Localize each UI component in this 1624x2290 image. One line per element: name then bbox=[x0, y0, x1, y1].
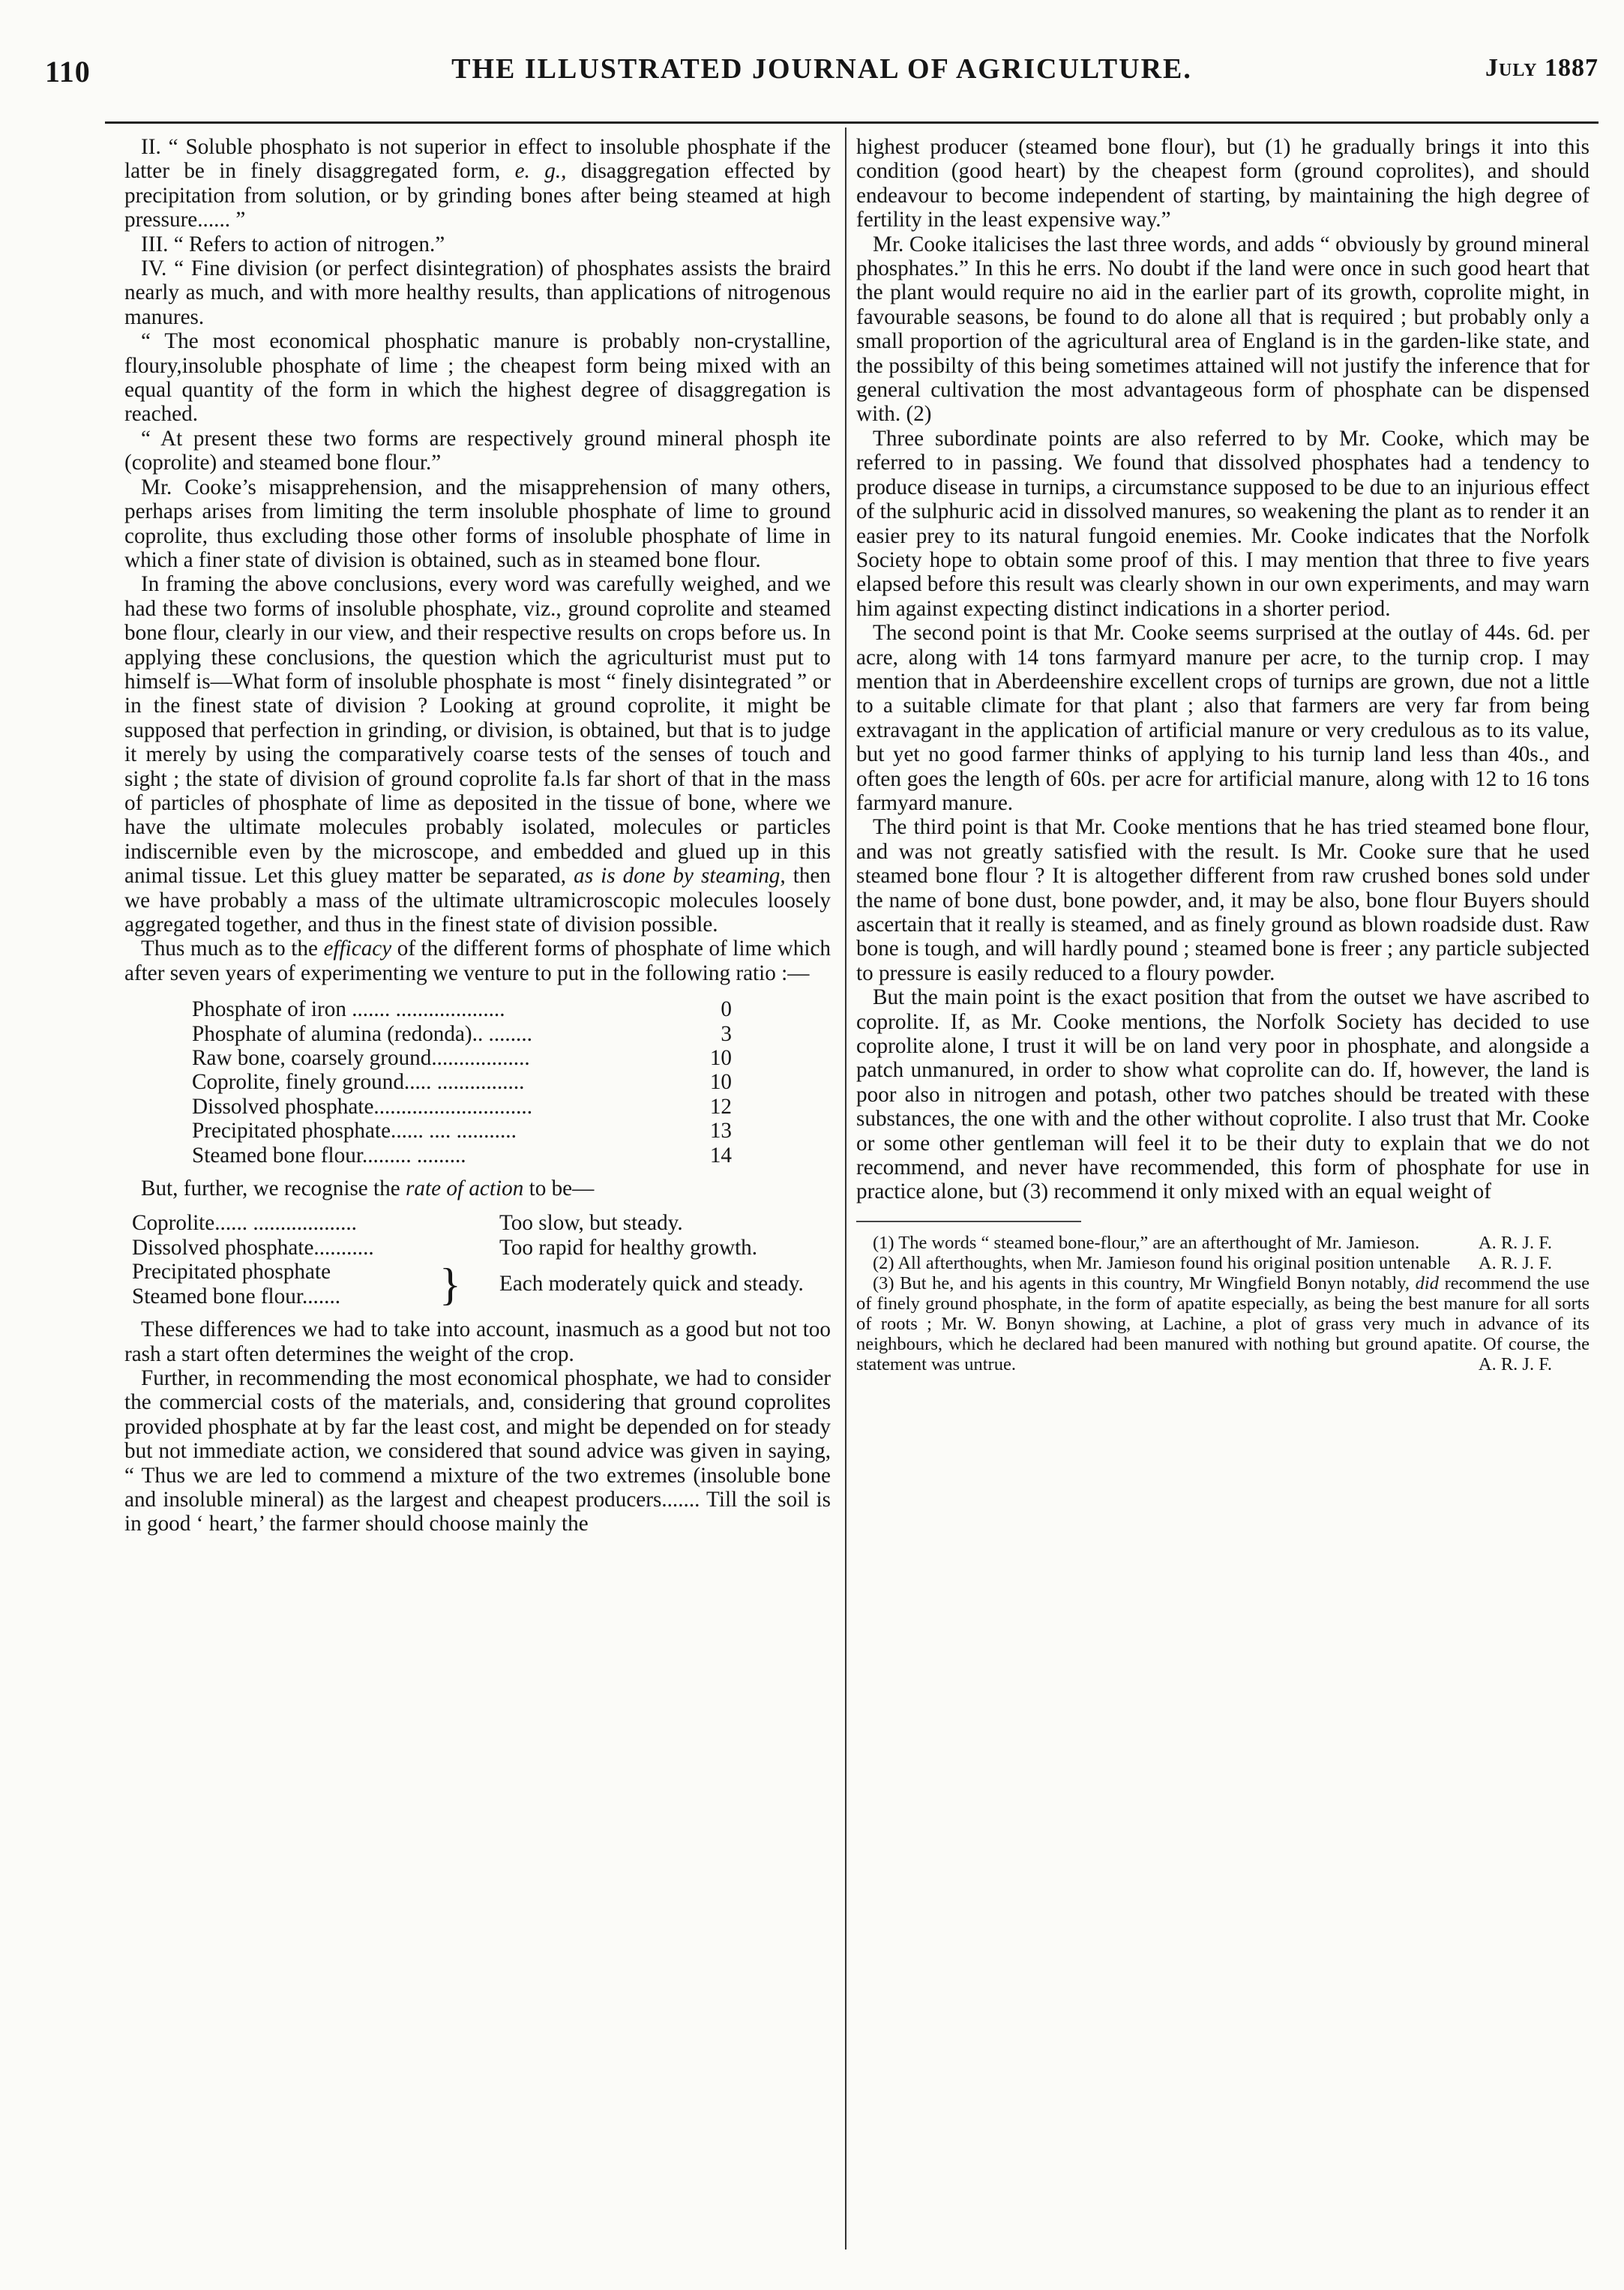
footnote: (3) But he, and his agents in this country, Mr Wingfield Bonyn notably, did recommend the use of finely ground phosphate, in the form of apatite especially, as being the best manure for all sorts of roots ; Mr. W. Bonyn showing, at Lachine, a plot of grass very much in advance of its neighbours, which he declared had been manured with nothing but ground apatite. Of course, the statement was untrue. A. R. J. F. bbox=[856, 1272, 1590, 1374]
issue-date: July 1887 bbox=[1485, 54, 1599, 82]
paragraph: II. “ Soluble phosphato is not superior in effect to insoluble phosphate if the latter be in finely disaggregated form, e. g., disaggregation effected by precipitation from solution, or by grinding bones after being steamed at high pressure...... ” bbox=[124, 135, 831, 232]
paragraph: Mr. Cooke’s misapprehension, and the misapprehension of many others, perhaps arises from limiting the term insoluble phosphate of lime to ground coprolite, thus excluding those other forms of insoluble phosphate of lime in which a finer state of division is obtained, such as in steamed bone flour. bbox=[124, 475, 831, 572]
table-row: Coprolite, finely ground..... ................ 10 bbox=[192, 1070, 732, 1095]
paragraph: But the main point is the exact position that from the outset we have ascribed to coprolite. If, as Mr. Cooke mentions, the Norfolk Society has decided to use coprolite alone, I trust it will be on land very poor in phosphate, and alongside a patch unmanured, in order to show what coprolite can do. If, however, the land is poor also in nitrogen and potash, other two patches should be treated with these substances, the one with and the other without coprolite. I also trust that Mr. Cooke or some other gentleman will feel it to be their duty to explain that we do not recommend, and never have recommended, this form of phosphate for use in practice alone, but (3) recommend it only mixed with an equal weight of bbox=[856, 985, 1590, 1204]
footnote: (1) The words “ steamed bone-flour,” are an afterthought of Mr. Jamieson. A. R. J. F. bbox=[873, 1232, 1552, 1253]
left-column bbox=[124, 135, 831, 1536]
paragraph: In framing the above conclusions, every word was carefully weighed, and we had these two forms of insoluble phosphate, viz., ground coprolite and steamed bone flour, clearly in our view, and their respective results on crops before us. In applying these conclusions, the question which the agriculturist must put to himself is—What form of insoluble phosphate is most “ finely disintegrated ” or in the finest state of division ? Looking at ground coprolite, it might be supposed that perfection in grinding, or division, is obtained, but that is to judge it merely by using the comparatively coarse tests of the senses of touch and sight ; the state of division of ground coprolite fa.ls far short of that in the mass of particles of phosphate of lime as deposited in the tissue of bone, where we have the ultimate molecules probably isolated, molecules or particles indiscernible even by the microscope, and embedded and glued up in this animal tissue. Let this gluey matter be separated, as is done by steaming, then we have probably a mass of the ultimate ultramicroscopic molecules loosely aggregated together, and thus in the finest state of division possible. bbox=[124, 572, 831, 937]
table-row: Steamed bone flour......... ......... 14 bbox=[192, 1143, 732, 1167]
footnotes bbox=[856, 1233, 1590, 1374]
right-column bbox=[856, 135, 1590, 1374]
paragraph: Further, in recommending the most economical phosphate, we had to consider the commercial costs of the materials, and, considering that ground coprolites provided phosphate at by far the least cost, and might be depended on for steady but not immediate action, we considered that sound advice was given in saying, “ Thus we are led to commend a mixture of the two extremes (insoluble bone and insoluble mineral) as the largest and cheapest producers....... Till the soil is in good ‘ heart,’ the farmer should choose mainly the bbox=[124, 1365, 831, 1536]
paragraph: Mr. Cooke italicises the last three words, and adds “ obviously by ground mineral phosphates.” In this he errs. No doubt if the land were once in such good heart that the plant would require no aid in the earlier part of its growth, coprolite might, in favourable seasons, be found to do alone all that is required ; but probably only a small proportion of the agricultural area of England is in the garden-like state, and the possibilty of this being sometimes attained will not justify the inference that for general cultivation the most advantageous form of phosphate can be dispensed with. (2) bbox=[856, 232, 1590, 427]
journal-title: THE ILLUSTRATED JOURNAL OF AGRICULTURE. bbox=[451, 53, 1192, 85]
footnote-signature: A. R. J. F. bbox=[1478, 1353, 1552, 1374]
paragraph: “ The most economical phosphatic manure is probably non-crystalline, floury,insoluble phosphate of lime ; the cheapest form being mixed with an equal quantity of the form in which the highest degree of disaggregation is reached. bbox=[124, 329, 831, 427]
running-header bbox=[45, 43, 1599, 96]
paragraph: IV. “ Fine division (or perfect disintegration) of phosphates assists the braird nearly as much, and with more healthy results, than applications of nitrogenous manures. bbox=[124, 256, 831, 329]
footnote: (2) All afterthoughts, when Mr. Jamieson found his original position untenable A. R. J. F. bbox=[873, 1252, 1552, 1273]
footnote-signature: A. R. J. F. bbox=[1478, 1252, 1552, 1273]
table-row: Raw bone, coarsely ground.................. 10 bbox=[192, 1046, 732, 1071]
paragraph: III. “ Refers to action of nitrogen.” bbox=[141, 232, 445, 256]
paragraph: Three subordinate points are also referred to by Mr. Cooke, which may be referred to in passing. We found that dissolved phosphates had a tendency to produce disease in turnips, a circumstance supposed to be due to an injurious effect of the sulphuric acid in dissolved manures, so weakening the plant as to render it an easier prey to its natural fungoid enemies. Mr. Cooke indicates that the Norfolk Society hope to obtain some proof of this. I may mention that three to five years elapsed before this result was clearly shown in our own experiments, and may warn him against expecting distinct indications in a shorter period. bbox=[856, 426, 1590, 621]
paragraph: The second point is that Mr. Cooke seems surprised at the outlay of 44s. 6d. per acre, along with 14 tons farmyard manure per acre, to the turnip crop. I may mention that in Aberdeenshire excellent crops of turnips are grown, due not a little to a suitable climate for that plant ; also that farmers are very far from being extravagant in the application of artificial manure or very credulous as to its value, but yet no good farmer thinks of applying to his turnip land less than 40s., and often goes the length of 60s. per acre for artificial manure, along with 12 to 16 tons farmyard manure. bbox=[856, 621, 1590, 815]
efficacy-ratio-table bbox=[192, 997, 732, 1167]
column-divider bbox=[845, 127, 846, 2250]
page-number: 110 bbox=[45, 55, 91, 88]
paragraph: Thus much as to the efficacy of the different forms of phosphate of lime which after seven years of experimenting we venture to put in the following ratio :— bbox=[124, 937, 831, 985]
header-rule bbox=[105, 121, 1599, 124]
paragraph: The third point is that Mr. Cooke mentions that he has tried steamed bone flour, and was not greatly satisfied with the result. Is Mr. Cooke sure that he used steamed bone flour ? It is altogether different from raw crushed bones sold under the name of bone dust, bone powder, and, it may be also, bone flour Buyers should ascertain that it really is steamed, and as finely ground as blown roadside dust. Raw bone is tough, and will hardly pound ; steamed bone is freer ; any particle subjected to pressure is easily reduced to a floury powder. bbox=[856, 815, 1590, 985]
brace-glyph: } bbox=[439, 1259, 461, 1309]
footnote-rule bbox=[856, 1221, 1081, 1222]
paragraph: But, further, we recognise the rate of action to be— bbox=[141, 1176, 595, 1201]
paragraph: highest producer (steamed bone flour), but (1) he gradually brings it into this condition (good heart) by the cheapest form (ground coprolites), and should endeavour to become independent of starting, by maintaining the high degree of fertility in the least expensive way.” bbox=[856, 135, 1590, 232]
table-row: Precipitated phosphate Steamed bone flour....... } Each moderately quick and steady. bbox=[132, 1259, 804, 1309]
footnote-signature: A. R. J. F. bbox=[1478, 1232, 1552, 1253]
paragraph: “ At present these two forms are respectively ground mineral phosph ite (coprolite) and steamed bone flour.” bbox=[124, 426, 831, 475]
table-row: Precipitated phosphate...... .... ........... 13 bbox=[192, 1119, 732, 1144]
table-row: Dissolved phosphate........... Too rapid for healthy growth. bbox=[132, 1235, 758, 1260]
table-row: Phosphate of alumina (redonda).. ........ 3 bbox=[192, 1021, 732, 1046]
table-row: Coprolite...... ................... Too slow, but steady. bbox=[132, 1211, 683, 1236]
table-row: Dissolved phosphate............................. 12 bbox=[192, 1094, 732, 1119]
table-row: Phosphate of iron ....... .................... 0 bbox=[192, 997, 732, 1022]
paragraph: These differences we had to take into account, inasmuch as a good but not too rash a start often determines the weight of the crop. bbox=[124, 1317, 831, 1366]
rate-of-action-table bbox=[132, 1211, 831, 1308]
